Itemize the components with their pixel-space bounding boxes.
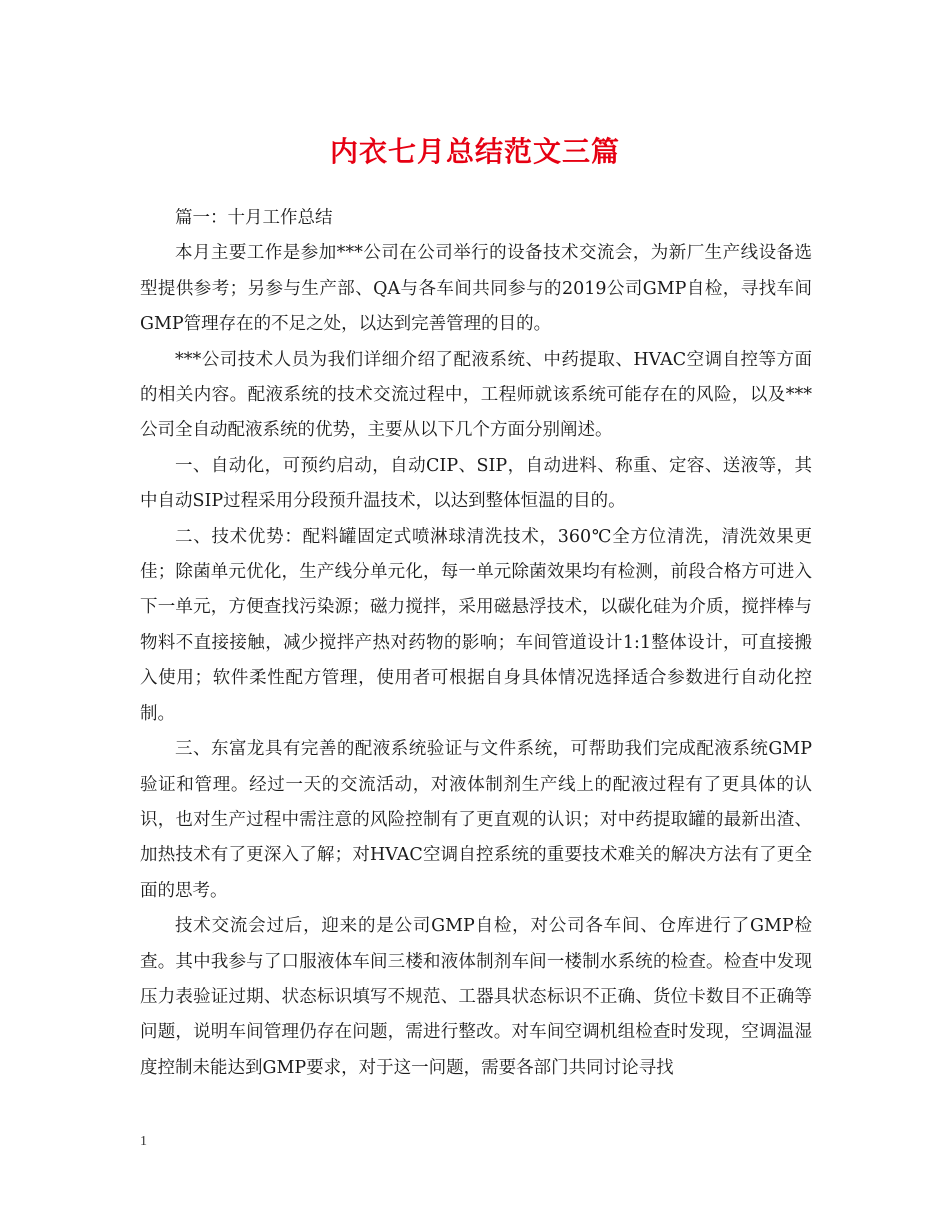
paragraph: 本月主要工作是参加***公司在公司举行的设备技术交流会，为新厂生产线设备选型提供参考；另参与生产部、QA与各车间共同参与的2019公司GMP自检，寻找车间GMP管理存在的不足之处，以达到完善管理的目的。	[140, 243, 812, 335]
paragraph: 技术交流会过后，迎来的是公司GMP自检，对公司各车间、仓库进行了GMP检查。其中我参与了口服液体车间三楼和液体制剂车间一楼制水系统的检查。检查中发现压力表验证过期、状态标识填写不规范、工器具状态标识不正确、货位卡数目不正确等问题，说明车间管理仍存在问题，需进行整改。对车间空调机组检查时发现，空调温湿度控制未能达到GMP要求，对于这一问题，需要各部门共同讨论寻找	[140, 916, 812, 1078]
document-title: 内衣七月总结范文三篇	[329, 135, 620, 168]
paragraph: 一、自动化，可预约启动，自动CIP、SIP，自动进料、称重、定容、送液等，其中自动SIP过程采用分段预升温技术，以达到整体恒温的目的。	[140, 455, 812, 512]
document-body	[140, 201, 812, 1086]
section-heading: 篇一：十月工作总结	[175, 208, 333, 228]
paragraph: 二、技术优势：配料罐固定式喷淋球清洗技术，360℃全方位清洗，清洗效果更佳；除菌单元优化，生产线分单元化，每一单元除菌效果均有检测，前段合格方可进入下一单元，方便查找污染源；磁力搅拌，采用磁悬浮技术，以碳化硅为介质，搅拌棒与物料不直接接触，减少搅拌产热对药物的影响；车间管道设计1:1整体设计，可直接搬入使用；软件柔性配方管理，使用者可根据自身具体情况选择适合参数进行自动化控制。	[140, 526, 812, 724]
page-number: 1	[140, 1134, 147, 1149]
paragraph: ***公司技术人员为我们详细介绍了配液系统、中药提取、HVAC空调自控等方面的相关内容。配液系统的技术交流过程中，工程师就该系统可能存在的风险，以及***公司全自动配液系统的优势，主要从以下几个方面分别阐述。	[140, 349, 812, 441]
paragraph: 三、东富龙具有完善的配液系统验证与文件系统，可帮助我们完成配液系统GMP验证和管理。经过一天的交流活动，对液体制剂生产线上的配液过程有了更具体的认识，也对生产过程中需注意的风险控制有了更直观的认识；对中药提取罐的最新出渣、加热技术有了更深入了解；对HVAC空调自控系统的重要技术难关的解决方法有了更全面的思考。	[140, 739, 812, 901]
